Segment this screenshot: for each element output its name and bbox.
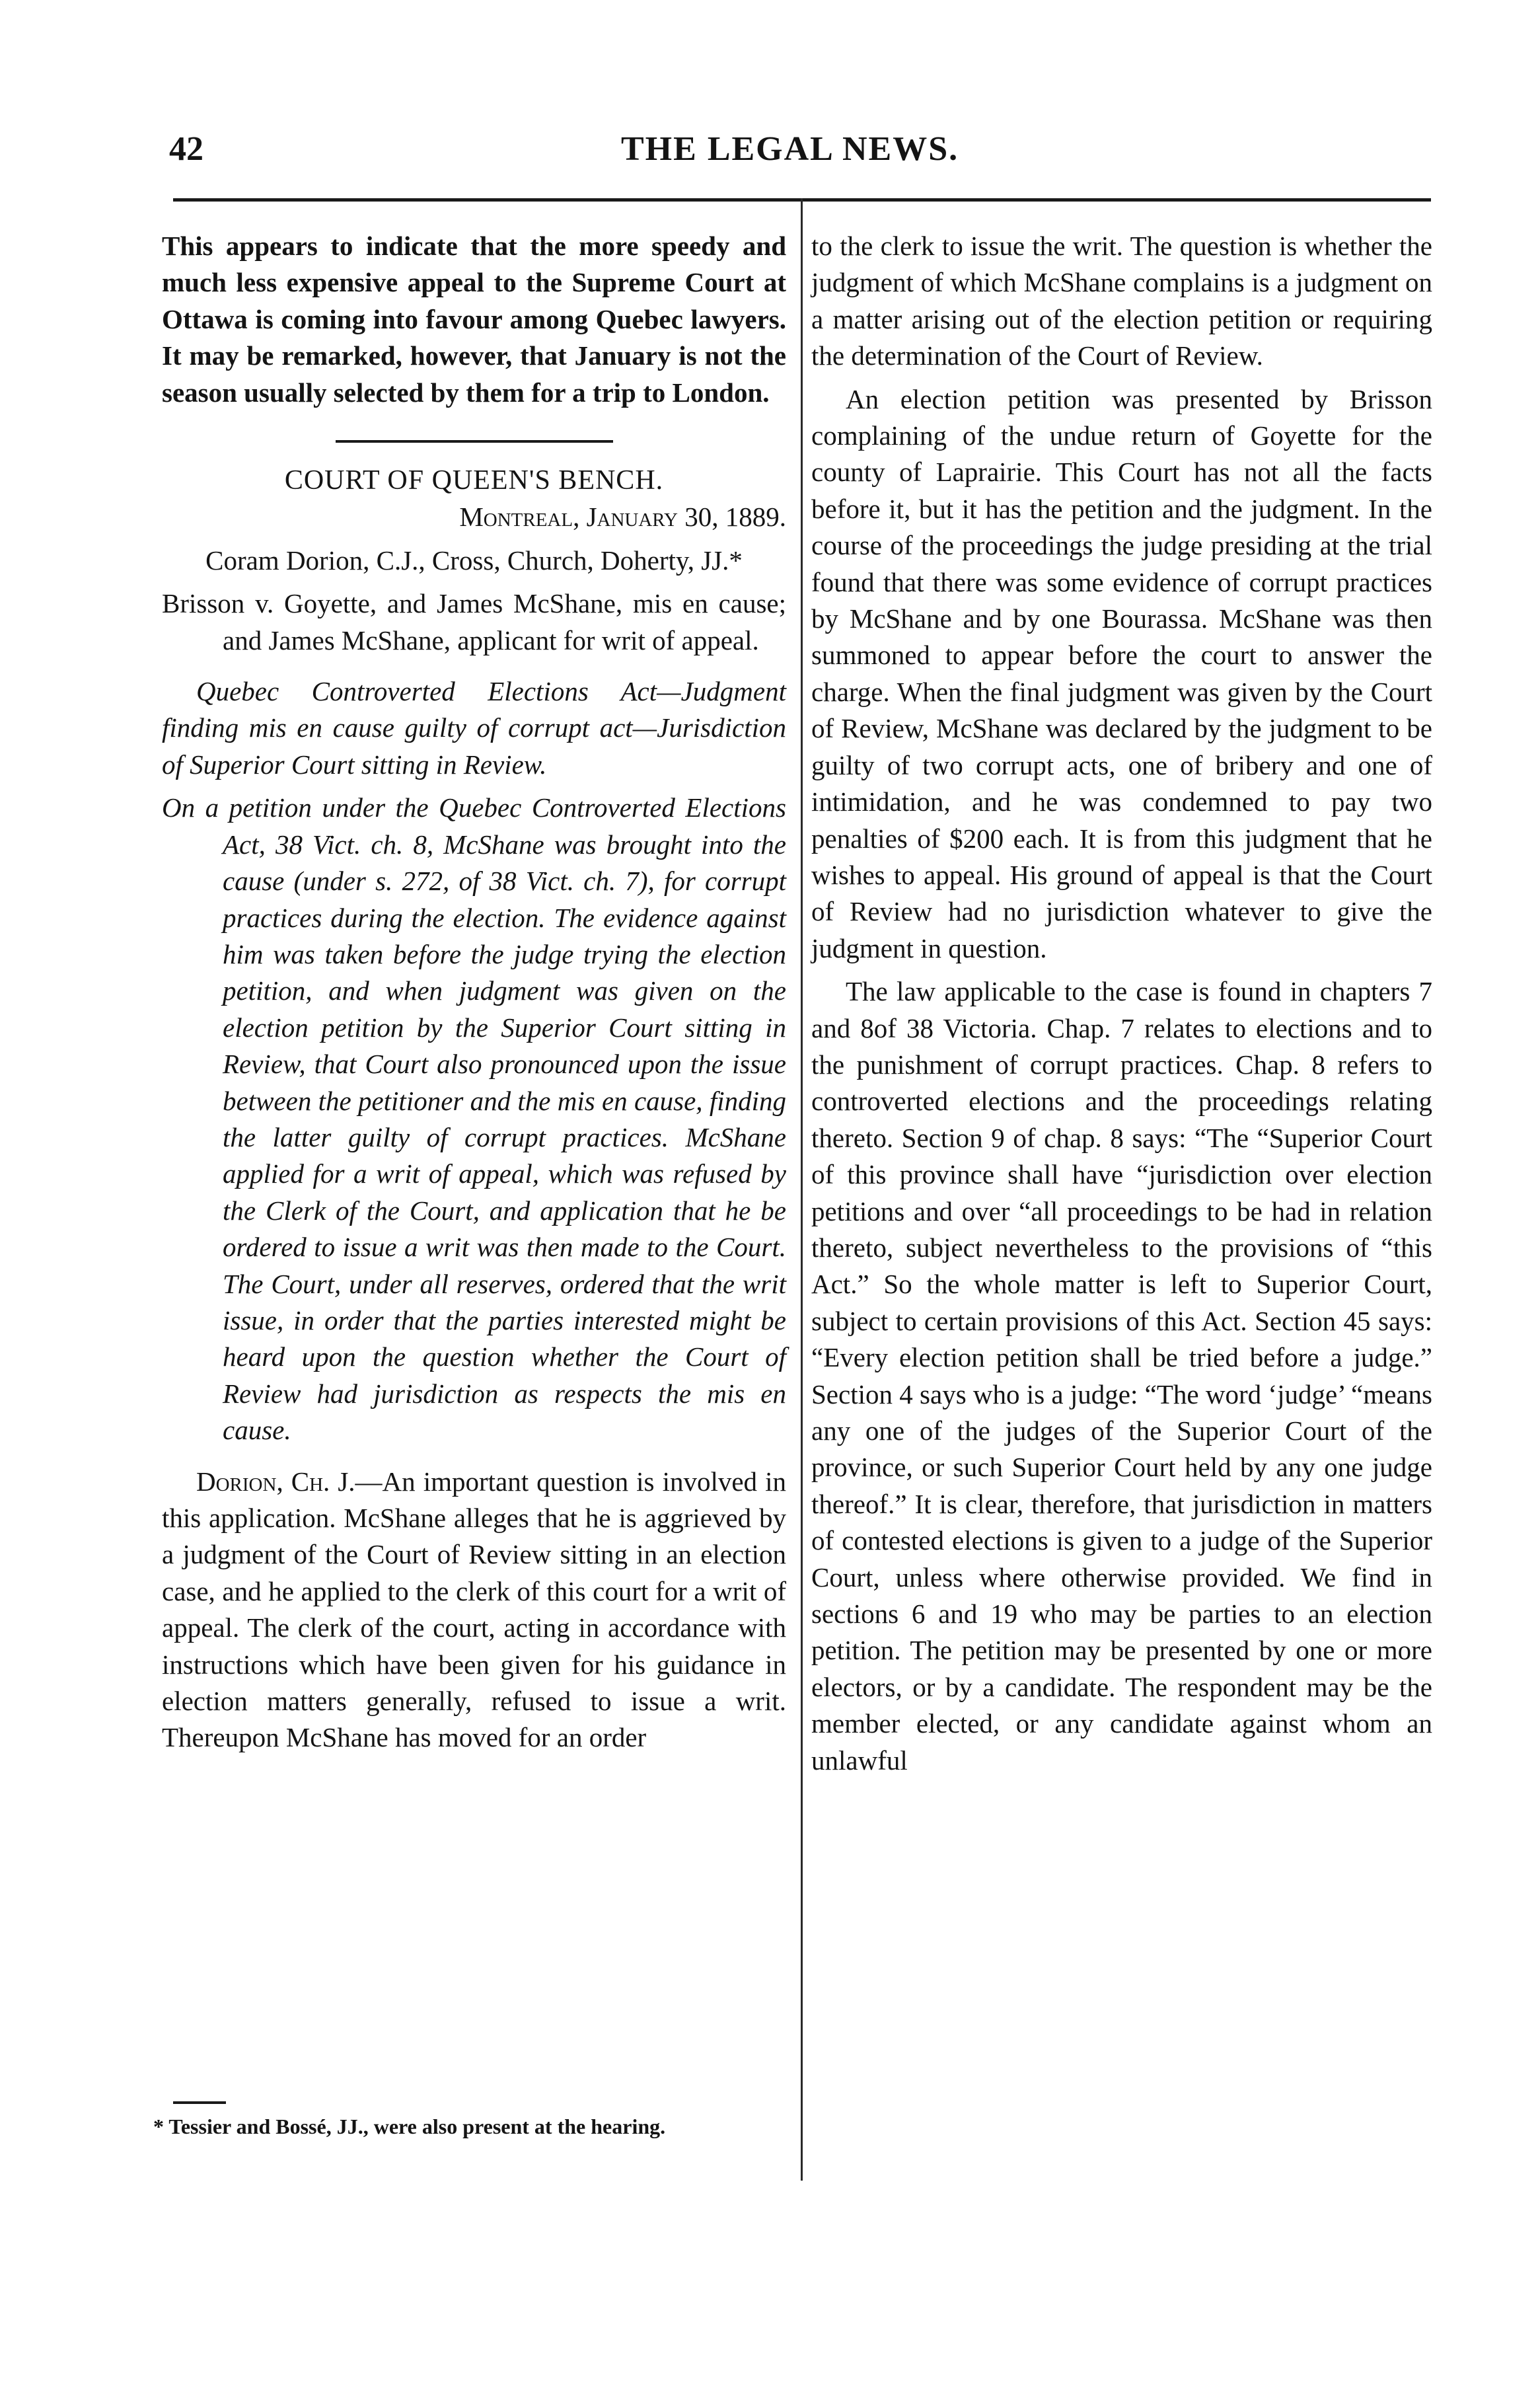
right-paragraph-2: An election petition was presented by Brisson complaining of the undue return of Goyette for the county of Laprairie. This Court has not all the facts before it, but it has the petition and the judgment. In the course of the proceedings the judge presiding at the trial found that there was some evidence of corrupt practices by McShane and by one Bourassa. McShane was then summoned to appear before the court to answer the charge. When the final judgment was given by the Court of Review, McShane was declared by the judgment to be guilty of two corrupt acts, one of bribery and one of intimidation, and he was condemned to pay two penalties of $200 each. It is from this judgment that he wishes to appeal. His ground of appeal is that the Court of Review had no jurisdiction whatever to give the judgment in question.: [811, 383, 1432, 963]
section-rule: [336, 440, 613, 443]
court-heading: COURT OF QUEEN'S BENCH.: [284, 465, 664, 496]
judgment-text: —An important question is involved in this application. McShane alleges that he is aggrieved by a judgment of the Court of Review sitting in an election case, and he applied to the clerk of this court for a writ of appeal. The clerk of the court, acting in accordance with instructions which have been given for his guidance in election matters generally, refused to issue a writ. Thereupon McShane has moved for an order: [162, 1466, 786, 1753]
page-number: 42: [169, 130, 203, 168]
footnote: * Tessier and Bossé, JJ., were also present at the hearing.: [153, 2115, 666, 2138]
right-paragraph-1: to the clerk to issue the writ. The question is whether the judgment of which McShane complains is a judgment on a matter arising out of the election petition or requiring the determination of the Court of Review.: [811, 231, 1432, 371]
footnote-rule: [173, 2101, 226, 2104]
dateline: Montreal, January 30, 1889.: [459, 502, 786, 533]
right-column: [811, 228, 1432, 1779]
judgment-paragraph: [162, 1464, 786, 1756]
left-column: [162, 228, 786, 1756]
running-title: THE LEGAL NEWS.: [621, 130, 959, 168]
right-paragraph-3: The law applicable to the case is found in chapters 7 and 8of 38 Victoria. Chap. 7 relates to elections and to the punishment of corrupt practices. Chap. 8 refers to controverted elections and the proceedings relating thereto. Section 9 of chap. 8 says: “The “Superior Court of this province shall have “jurisdiction over election petitions and over “all proceedings to be had in relation thereto, subject nevertheless to the provisions of “this Act.” So the whole matter is left to Superior Court, subject to certain provisions of this Act. Section 45 says: “Every election petition shall be tried before a judge.” Section 4 says who is a judge: “The word ‘judge’ “means any one of the judges of the Superior Court of the province, or such Superior Court held by any one judge thereof.” It is clear, therefore, that jurisdiction in matters of contested elections is given to a judge of the Superior Court, unless where otherwise provided. We find in sections 6 and 19 who may be parties to an election petition. The petition may be presented by one or more electors, or by a candidate. The respondent may be the member elected, or any candidate against whom an unlawful: [811, 976, 1432, 1776]
coram-line: Coram Dorion, C.J., Cross, Church, Doherty, JJ.*: [205, 544, 743, 576]
subject-line: Quebec Controverted Elections Act—Judgment finding mis en cause guilty of corrupt act—Jurisdiction of Superior Court sitting in Review.: [162, 676, 786, 780]
headnote: On a petition under the Quebec Controverted Elections Act, 38 Vict. ch. 8, McShane was brought into the cause (under s. 272, of 38 Vict. ch. 7), for corrupt practices during the election. The evidence against him was taken before the judge trying the election petition, and when judgment was given on the election petition by the Superior Court sitting in Review, that Court also pronounced upon the issue between the petitioner and the mis en cause, finding the latter guilty of corrupt practices. McShane applied for a writ of appeal, which was refused by the Clerk of the Court, and application that he be ordered to issue a writ was then made to the Court. The Court, under all reserves, ordered that the writ issue, in order that the parties interested might be heard upon the question whether the Court of Review had jurisdiction as respects the mis en cause.: [162, 792, 786, 1446]
column-divider: [801, 198, 803, 2181]
case-title: Brisson v. Goyette, and James McShane, mis en cause; and James McShane, applicant for writ of appeal.: [162, 588, 786, 656]
judgment-speaker: Dorion, Ch. J.: [196, 1466, 355, 1497]
intro-paragraph: This appears to indicate that the more speedy and much less expensive appeal to the Supreme Court at Ottawa is coming into favour among Quebec lawyers. It may be remarked, however, that January is not the season usually selected by them for a trip to London.: [162, 231, 786, 408]
